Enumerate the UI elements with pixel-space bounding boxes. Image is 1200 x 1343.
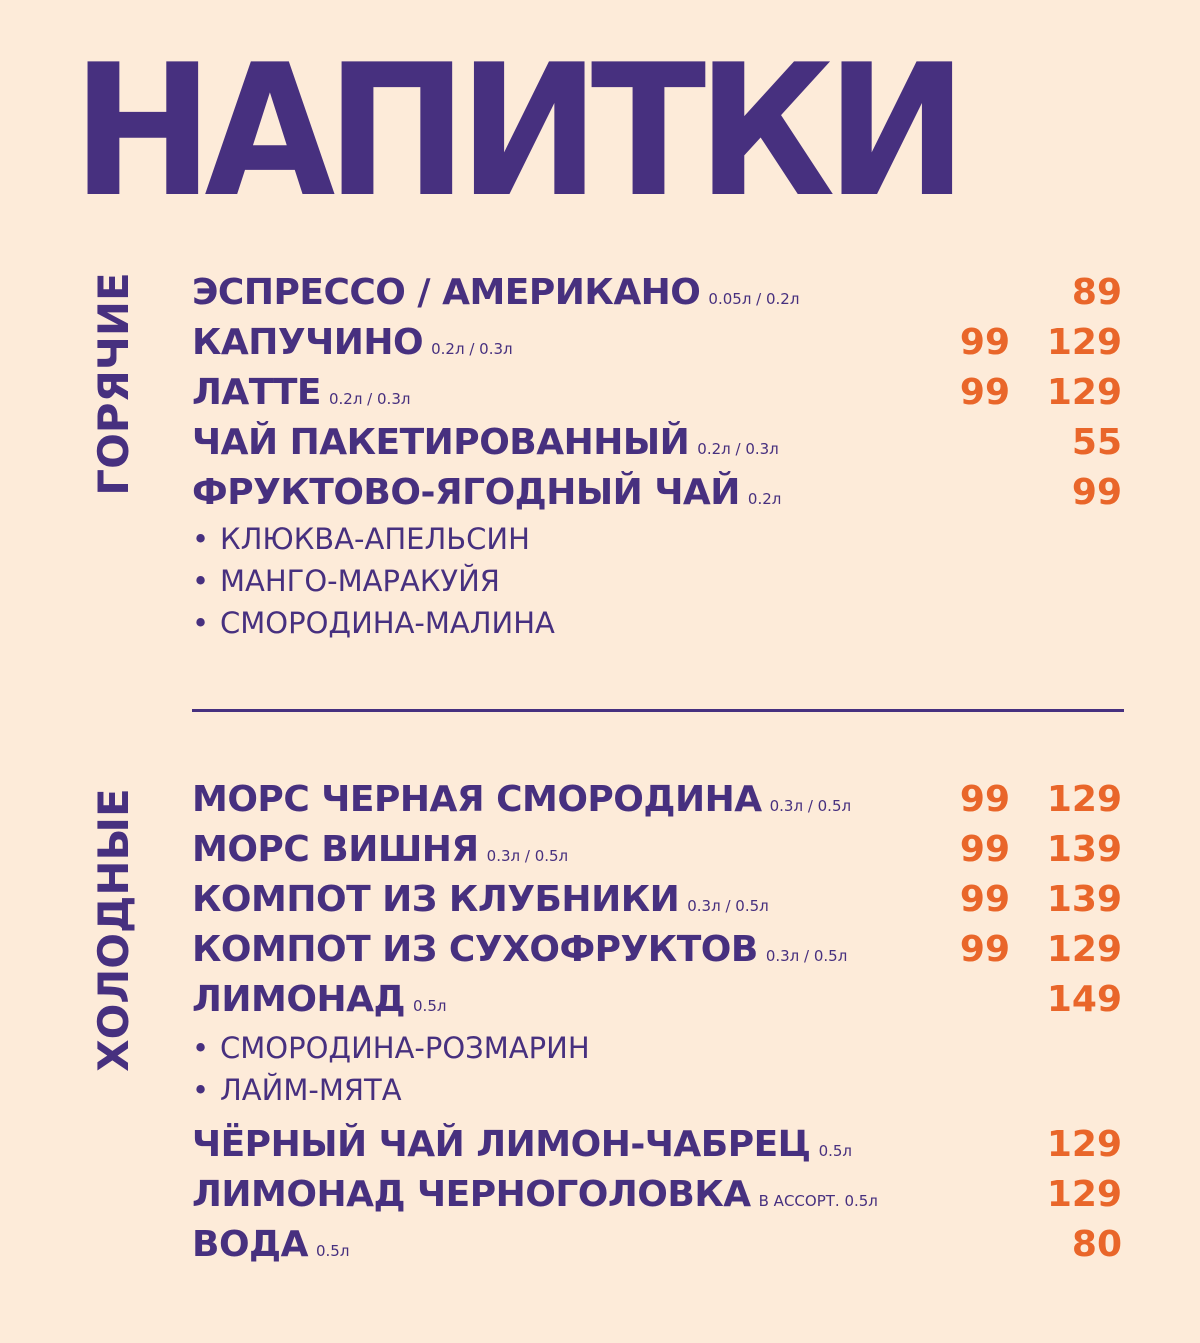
menu-item <box>192 1170 1122 1220</box>
section-label-cold: ХОЛОДНЫЕ <box>89 788 138 1072</box>
item-name: КОМПОТ ИЗ СУХОФРУКТОВ <box>192 929 758 970</box>
price-large: 129 <box>1046 322 1122 363</box>
item-volume: 0.2л / 0.3л <box>431 340 513 358</box>
menu-item <box>192 875 1122 925</box>
item-volume: 0.3л / 0.5л <box>765 947 848 965</box>
price-large: 129 <box>1046 779 1122 820</box>
price-large: 89 <box>1071 272 1122 313</box>
menu-item <box>192 368 1122 418</box>
item-volume: 0.2л <box>747 490 782 508</box>
item-volume: 0.3л / 0.5л <box>687 897 769 915</box>
bullet-icon: • <box>192 564 210 598</box>
price-large: 129 <box>1046 1174 1122 1215</box>
item-name: ВОДА <box>192 1224 308 1265</box>
page-title: НАПИТКИ <box>72 25 959 237</box>
menu-item <box>192 468 1122 518</box>
bullet-icon: • <box>192 606 210 640</box>
flavor-item <box>192 1069 402 1111</box>
price-small: 99 <box>959 829 1010 870</box>
item-name: КОМПОТ ИЗ КЛУБНИКИ <box>192 879 680 920</box>
item-volume: 0.2л / 0.3л <box>328 390 411 408</box>
price-small: 99 <box>959 879 1010 920</box>
flavor-label: МАНГО-МАРАКУЙЯ <box>220 564 500 598</box>
section-label-hot: ГОРЯЧИЕ <box>89 272 138 496</box>
bullet-icon: • <box>192 1031 210 1065</box>
price-small: 99 <box>959 779 1010 820</box>
item-volume: 0.5л <box>413 997 447 1015</box>
item-name: ЛИМОНАД ЧЕРНОГОЛОВКА <box>192 1174 751 1215</box>
bullet-icon: • <box>192 522 210 556</box>
flavor-item <box>192 518 530 560</box>
item-volume: 0.5л <box>315 1242 350 1260</box>
price-small: 99 <box>959 929 1010 970</box>
item-name: ЧАЙ ПАКЕТИРОВАННЫЙ <box>192 422 690 463</box>
menu-item <box>192 1120 1122 1170</box>
item-name: ЭСПРЕССО / АМЕРИКАНО <box>192 272 701 313</box>
flavor-label: СМОРОДИНА-МАЛИНА <box>220 606 555 640</box>
price-large: 149 <box>1046 979 1122 1020</box>
price-large: 129 <box>1046 929 1122 970</box>
item-name: КАПУЧИНО <box>192 322 424 363</box>
menu-item <box>192 268 1122 318</box>
item-name: ЛАТТЕ <box>192 372 321 413</box>
menu-item <box>192 975 1122 1025</box>
item-name: МОРС ВИШНЯ <box>192 829 479 870</box>
flavor-item <box>192 560 500 602</box>
item-name: ЧЁРНЫЙ ЧАЙ ЛИМОН-ЧАБРЕЦ <box>192 1124 811 1165</box>
item-name: ЛИМОНАД <box>192 979 406 1020</box>
price-large: 139 <box>1046 879 1122 920</box>
item-volume: В АССОРТ. 0.5л <box>758 1192 878 1210</box>
price-large: 99 <box>1071 472 1122 513</box>
price-large: 129 <box>1046 1124 1122 1165</box>
item-name: МОРС ЧЕРНАЯ СМОРОДИНА <box>192 779 762 820</box>
flavor-label: КЛЮКВА-АПЕЛЬСИН <box>220 522 530 556</box>
price-large: 80 <box>1071 1224 1122 1265</box>
menu-item <box>192 775 1122 825</box>
flavor-label: СМОРОДИНА-РОЗМАРИН <box>220 1031 590 1065</box>
flavor-item <box>192 1027 590 1069</box>
menu-item <box>192 825 1122 875</box>
price-large: 55 <box>1071 422 1122 463</box>
item-volume: 0.2л / 0.3л <box>697 440 779 458</box>
flavor-item <box>192 602 555 644</box>
menu-item <box>192 925 1122 975</box>
item-volume: 0.3л / 0.5л <box>769 797 852 815</box>
section-divider <box>192 709 1124 712</box>
menu-item <box>192 318 1122 368</box>
price-small: 99 <box>959 372 1010 413</box>
bullet-icon: • <box>192 1073 210 1107</box>
item-volume: 0.05л / 0.2л <box>708 290 800 308</box>
item-volume: 0.3л / 0.5л <box>486 847 569 865</box>
item-name: ФРУКТОВО-ЯГОДНЫЙ ЧАЙ <box>192 472 740 513</box>
price-small: 99 <box>959 322 1010 363</box>
price-large: 139 <box>1046 829 1122 870</box>
menu-item <box>192 1220 1122 1270</box>
flavor-label: ЛАЙМ-МЯТА <box>220 1073 402 1107</box>
price-large: 129 <box>1046 372 1122 413</box>
menu-item <box>192 418 1122 468</box>
item-volume: 0.5л <box>818 1142 853 1160</box>
